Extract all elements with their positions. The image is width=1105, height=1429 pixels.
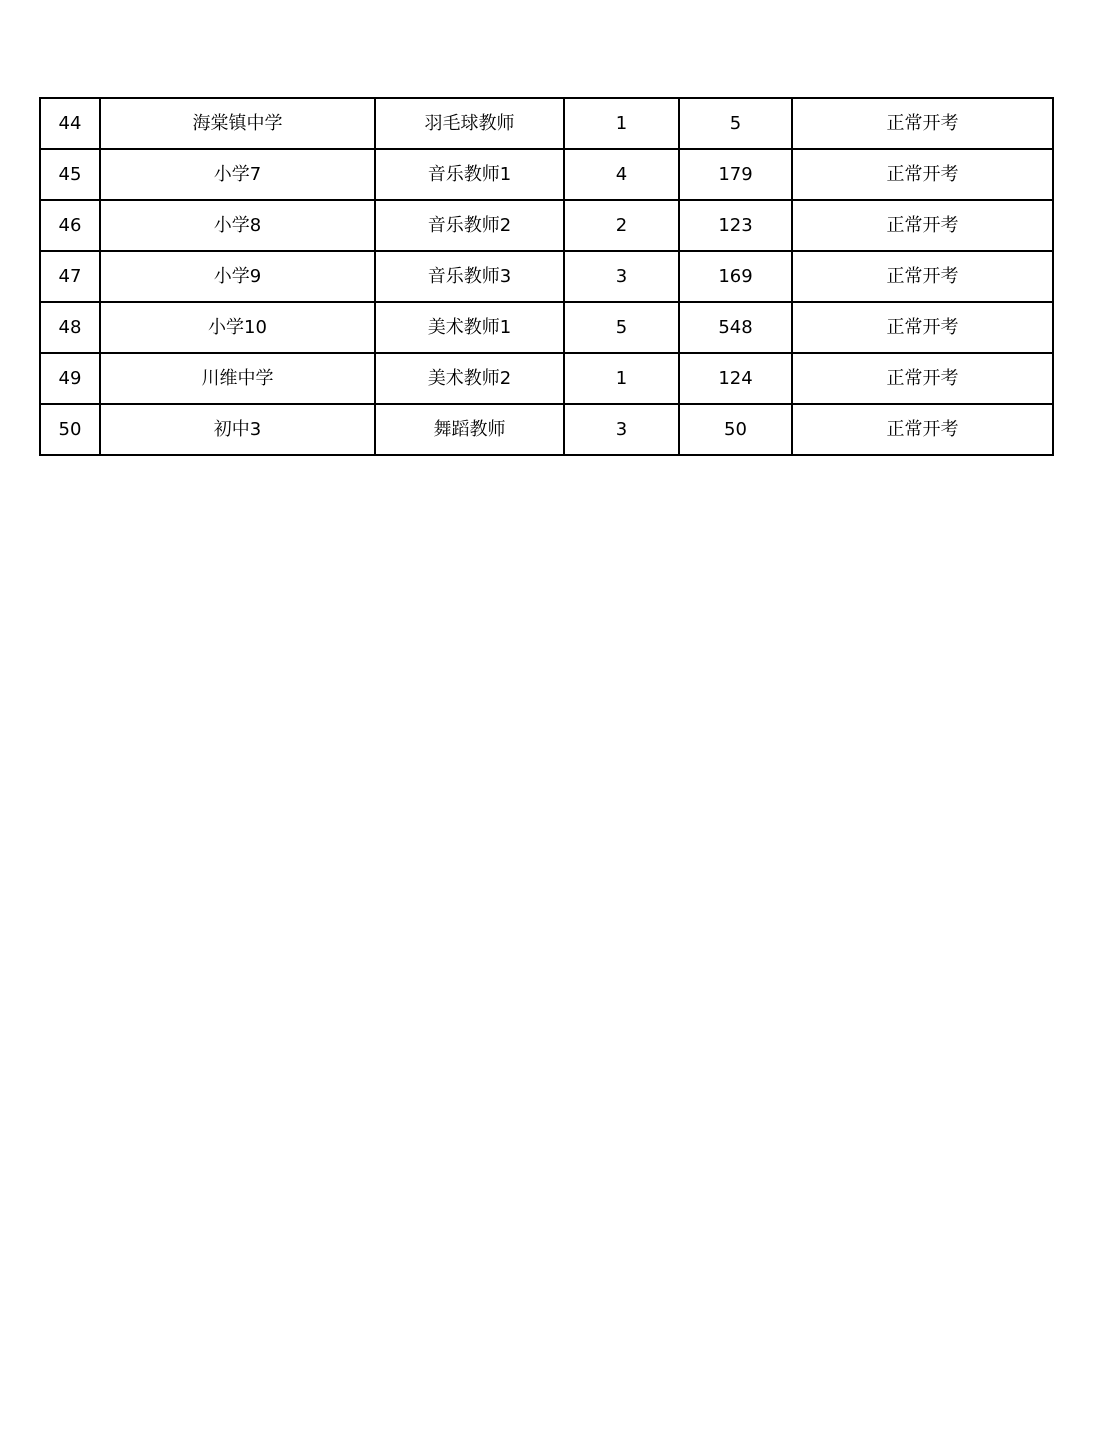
- table-row: [40, 200, 1053, 251]
- exam-position-table: [39, 97, 1054, 456]
- cell-quota: 4: [564, 149, 679, 200]
- cell-status: 正常开考: [792, 200, 1053, 251]
- cell-position: 舞蹈教师: [375, 404, 564, 455]
- cell-status: 正常开考: [792, 302, 1053, 353]
- cell-school: 小学9: [100, 251, 375, 302]
- cell-no: 47: [40, 251, 100, 302]
- cell-applicants: 123: [679, 200, 792, 251]
- cell-no: 49: [40, 353, 100, 404]
- cell-applicants: 169: [679, 251, 792, 302]
- cell-applicants: 124: [679, 353, 792, 404]
- cell-school: 初中3: [100, 404, 375, 455]
- cell-position: 美术教师1: [375, 302, 564, 353]
- cell-position: 音乐教师2: [375, 200, 564, 251]
- cell-school: 川维中学: [100, 353, 375, 404]
- table-row: [40, 404, 1053, 455]
- cell-applicants: 5: [679, 98, 792, 149]
- table-row: [40, 251, 1053, 302]
- cell-school: 海棠镇中学: [100, 98, 375, 149]
- cell-school: 小学10: [100, 302, 375, 353]
- table-row: [40, 302, 1053, 353]
- cell-applicants: 179: [679, 149, 792, 200]
- cell-school: 小学7: [100, 149, 375, 200]
- cell-quota: 3: [564, 251, 679, 302]
- cell-no: 44: [40, 98, 100, 149]
- cell-position: 音乐教师3: [375, 251, 564, 302]
- cell-applicants: 50: [679, 404, 792, 455]
- cell-position: 羽毛球教师: [375, 98, 564, 149]
- cell-quota: 1: [564, 98, 679, 149]
- cell-no: 46: [40, 200, 100, 251]
- cell-school: 小学8: [100, 200, 375, 251]
- cell-quota: 3: [564, 404, 679, 455]
- cell-status: 正常开考: [792, 251, 1053, 302]
- cell-status: 正常开考: [792, 404, 1053, 455]
- cell-status: 正常开考: [792, 149, 1053, 200]
- cell-position: 音乐教师1: [375, 149, 564, 200]
- cell-status: 正常开考: [792, 353, 1053, 404]
- table-row: [40, 98, 1053, 149]
- cell-no: 50: [40, 404, 100, 455]
- table-row: [40, 353, 1053, 404]
- cell-quota: 1: [564, 353, 679, 404]
- table-row: [40, 149, 1053, 200]
- cell-status: 正常开考: [792, 98, 1053, 149]
- cell-no: 45: [40, 149, 100, 200]
- cell-quota: 5: [564, 302, 679, 353]
- cell-position: 美术教师2: [375, 353, 564, 404]
- cell-no: 48: [40, 302, 100, 353]
- cell-applicants: 548: [679, 302, 792, 353]
- cell-quota: 2: [564, 200, 679, 251]
